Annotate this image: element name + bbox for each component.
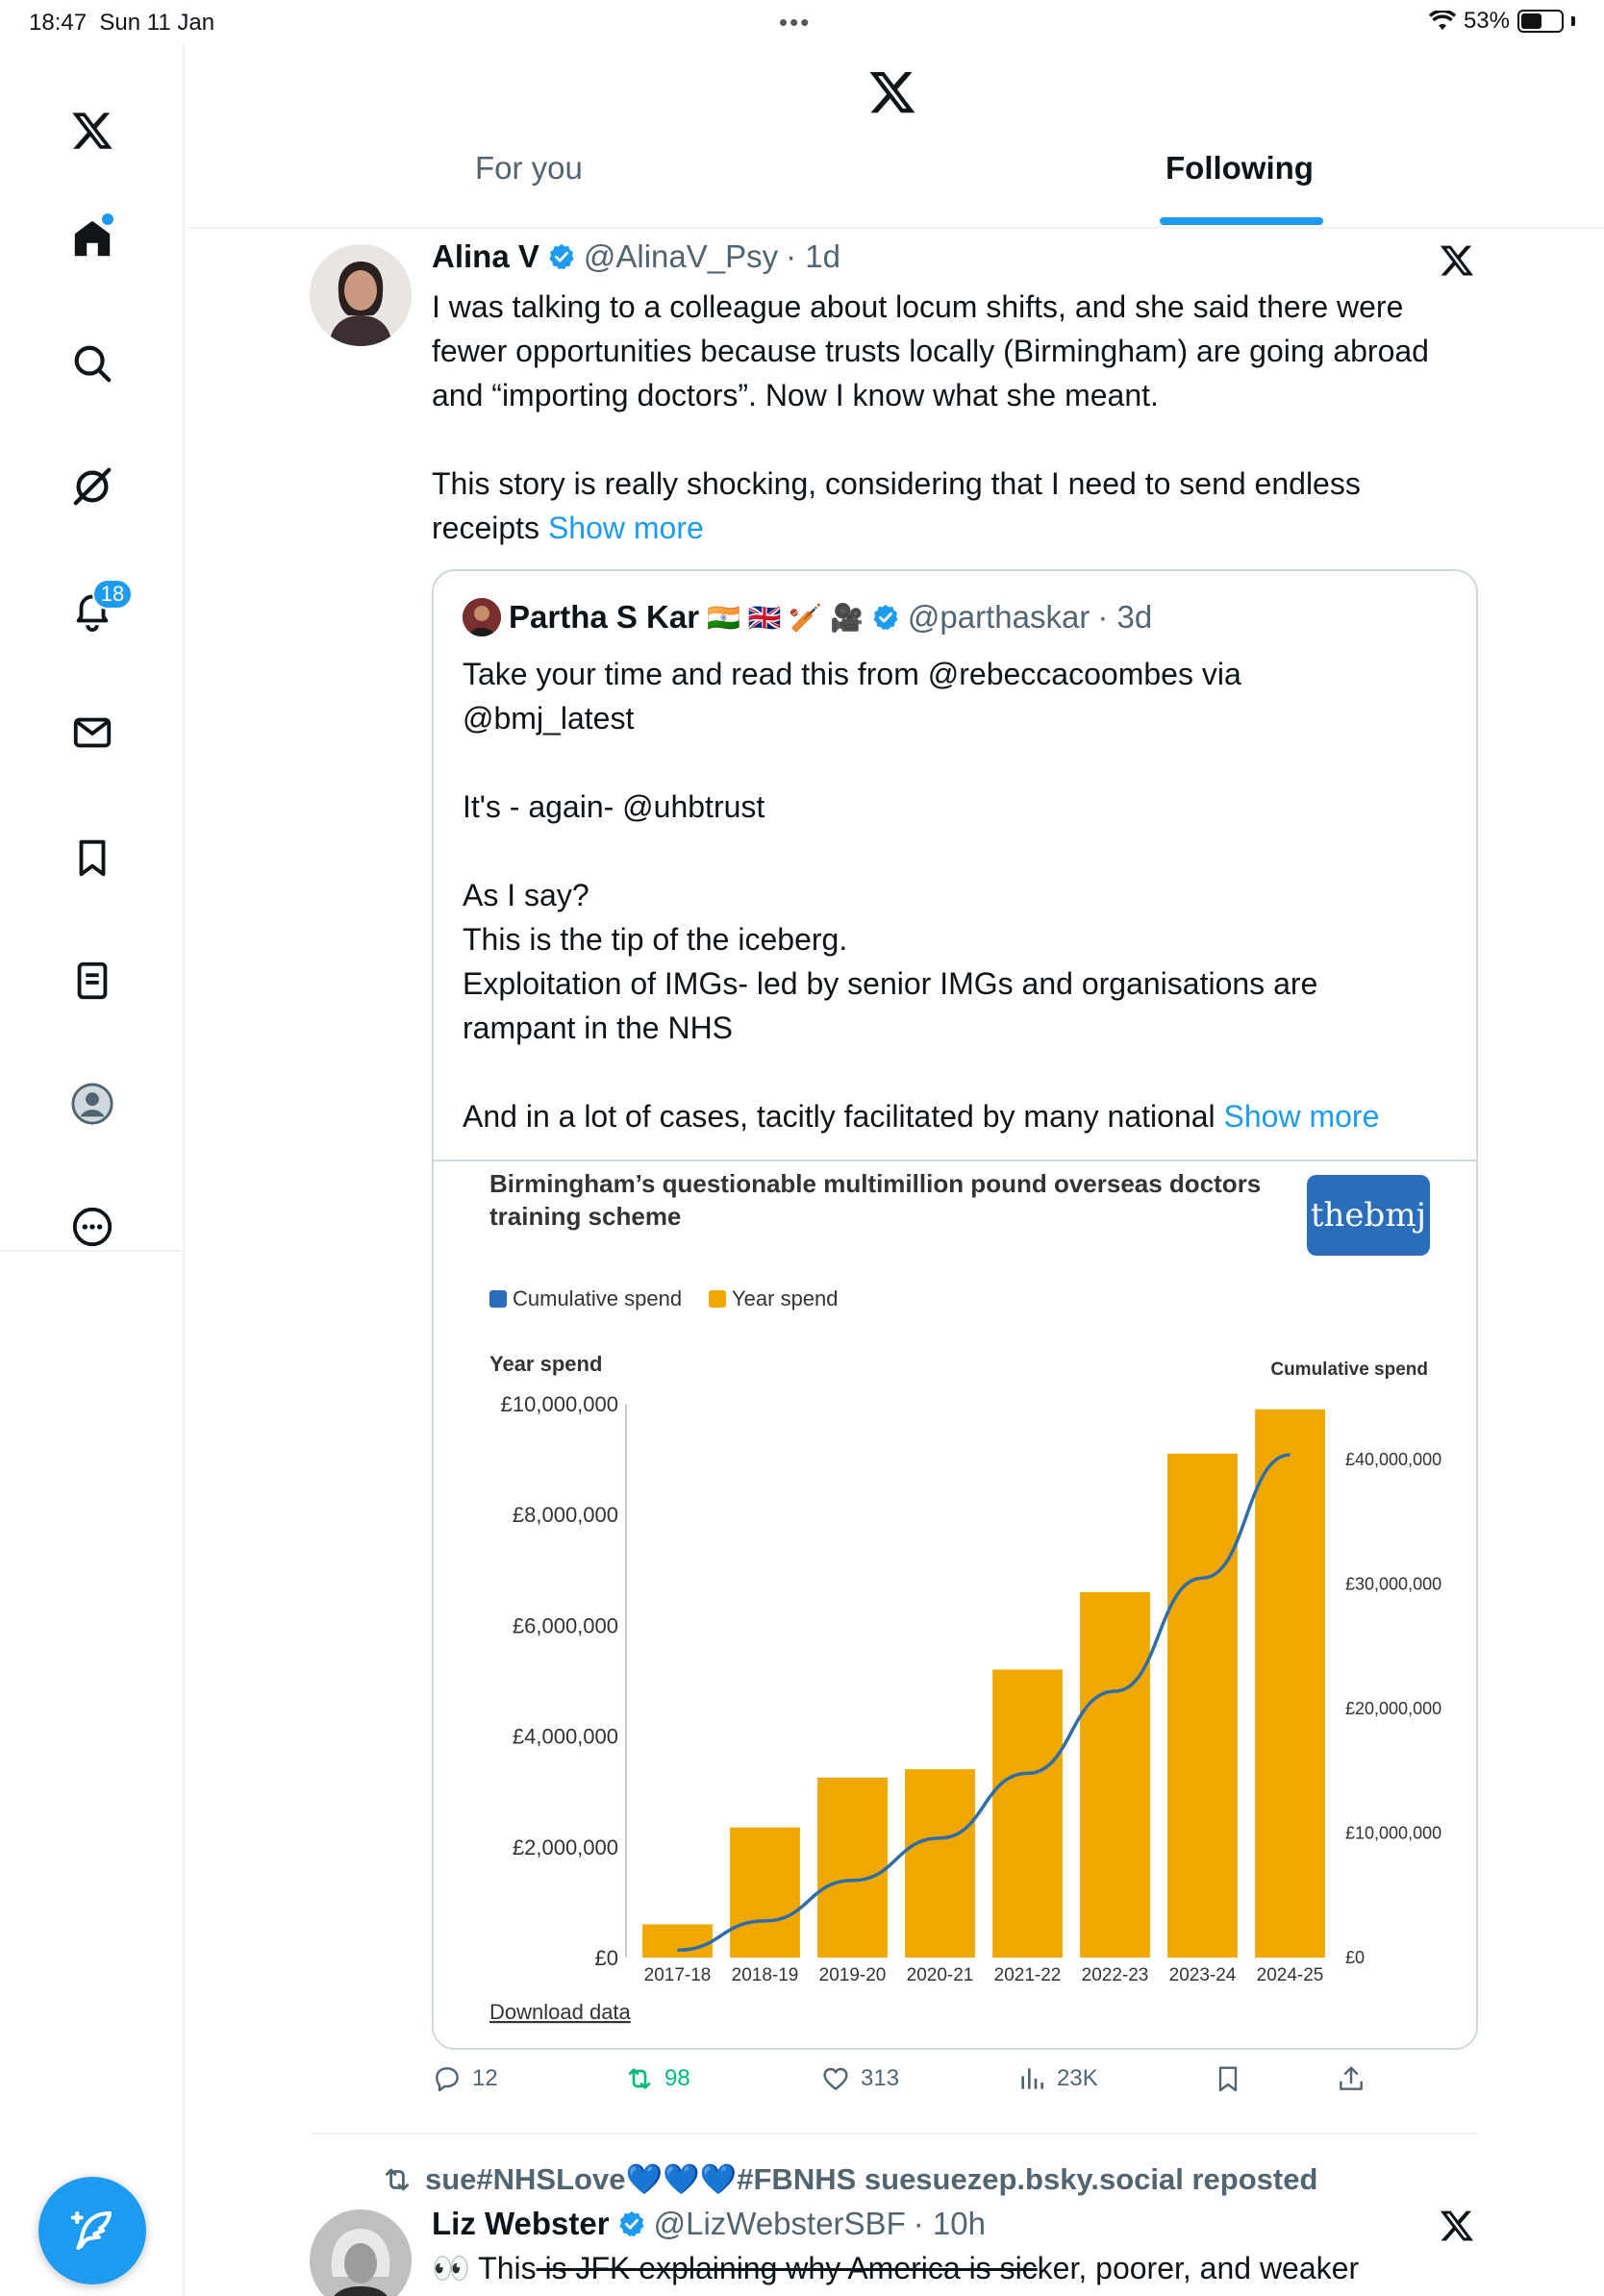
y-axis-title-right: Cumulative spend	[1270, 1360, 1428, 1380]
text-line: rampant in the NHS	[463, 1011, 734, 1045]
timeline-header	[187, 44, 1604, 229]
text-line: Exploitation of IMGs- led by senior IMGs and organisations are	[463, 966, 1318, 1001]
author-handle[interactable]: @AlinaV_Psy	[583, 238, 779, 274]
bookmark-icon	[1213, 2063, 1243, 2094]
battery-icon	[1517, 10, 1564, 33]
share-icon	[1336, 2063, 1366, 2094]
x-logo-icon[interactable]	[1439, 2208, 1475, 2244]
x-logo-icon	[70, 109, 114, 153]
text-line: As I say?	[463, 878, 589, 912]
status-time: 18:47 Sun 11 Jan	[29, 10, 215, 36]
show-more-link[interactable]: Show more	[547, 511, 704, 545]
y-tick-label-left: £10,000,000	[500, 1392, 618, 1416]
sidebar-item-home[interactable]	[54, 200, 131, 277]
x-tick-label: 2017-18	[643, 1965, 712, 1985]
avatar	[463, 598, 501, 636]
repost-icon	[381, 2163, 414, 2196]
text-line	[463, 740, 1453, 785]
bar	[817, 1778, 888, 1958]
status-bar	[0, 0, 1604, 44]
chart-svg	[434, 1161, 1478, 2050]
tweet-header	[432, 238, 840, 275]
legend-swatch-cumulative	[489, 1290, 507, 1308]
x-tick-label: 2022-23	[1081, 1965, 1149, 1985]
bookmark-icon	[70, 836, 114, 880]
y-tick-label-left: £6,000,000	[512, 1613, 618, 1638]
y-tick-label-left: £2,000,000	[512, 1834, 618, 1859]
text-line: It's - again- @uhbtrust	[463, 789, 765, 824]
tweet-time[interactable]: · 1d	[786, 238, 840, 274]
sidebar-item-grok[interactable]	[54, 448, 131, 525]
tab-for-you[interactable]: For you	[475, 150, 583, 186]
compose-button[interactable]	[38, 2177, 146, 2284]
share-button[interactable]	[1336, 2063, 1366, 2094]
text-line: Take your time and read this from @rebeccacoombes via	[463, 657, 1241, 691]
tab-following[interactable]: Following	[1165, 150, 1314, 186]
battery-percent: 53%	[1463, 8, 1510, 34]
tweet-header	[432, 2206, 986, 2242]
search-icon	[70, 341, 114, 386]
bar	[992, 1669, 1063, 1958]
author-name[interactable]: Partha S Kar	[509, 599, 700, 635]
author-handle[interactable]: @LizWebsterSBF	[653, 2206, 906, 2241]
legend-label-year: Year spend	[732, 1286, 839, 1310]
reply-icon	[432, 2063, 463, 2094]
show-more-link[interactable]: Show more	[1223, 1099, 1380, 1134]
y-tick-label-right: £20,000,000	[1345, 1699, 1442, 1719]
repost-context[interactable]	[381, 2161, 1317, 2197]
quoted-tweet-text	[463, 652, 1453, 1138]
tweet-text	[432, 285, 1470, 550]
active-tab-indicator	[1160, 217, 1323, 225]
bar	[1167, 1454, 1238, 1958]
x-logo[interactable]	[54, 92, 131, 169]
download-data-link[interactable]: Download data	[489, 2000, 631, 2024]
x-tick-label: 2021-22	[993, 1965, 1062, 1985]
grok-icon	[70, 464, 114, 509]
x-tick-label: 2019-20	[818, 1965, 887, 1985]
y-axis-title-left: Year spend	[489, 1352, 603, 1376]
repost-button[interactable]: 98	[624, 2063, 690, 2094]
avatar[interactable]	[310, 244, 412, 346]
multitasking-dots[interactable]: •••	[779, 8, 812, 37]
sidebar-separator	[0, 1250, 185, 1252]
x-tick-label: 2020-21	[906, 1965, 974, 1985]
repost-context-text: sue#NHSLove💙💙💙#FBNHS suesuezep.bsky.social reposted	[425, 2162, 1318, 2196]
legend-label-cumulative: Cumulative spend	[513, 1286, 683, 1310]
bar	[1080, 1592, 1150, 1958]
sidebar-item-notifications[interactable]	[54, 571, 131, 648]
tweet-actions	[432, 2063, 1480, 2111]
sidebar-item-more[interactable]	[54, 1188, 131, 1265]
y-tick-label-left: £8,000,000	[512, 1503, 618, 1528]
y-tick-label-left: £0	[594, 1946, 618, 1970]
author-name[interactable]: Liz Webster	[432, 2206, 610, 2241]
tweet-paragraph: I was talking to a colleague about locum shifts, and she said there were fewer opportunities because trusts locally (Birmingham) are going abroad and “importing doctors”. Now I know what she meant.	[432, 289, 1429, 412]
y-tick-label-right: £30,000,000	[1345, 1574, 1442, 1594]
quoted-tweet[interactable]	[432, 569, 1478, 2050]
quoted-tweet-header	[463, 598, 1152, 636]
more-icon	[70, 1205, 114, 1249]
profile-avatar-icon	[70, 1082, 114, 1126]
x-logo-icon[interactable]	[867, 67, 917, 117]
y-tick-label-right: £40,000,000	[1345, 1450, 1442, 1470]
avatar-photo	[310, 2209, 412, 2296]
x-tick-label: 2024-25	[1256, 1965, 1324, 1985]
author-handle[interactable]: @parthaskar	[907, 599, 1090, 635]
verified-badge-icon	[617, 2209, 646, 2238]
bar	[905, 1769, 975, 1958]
y-tick-label-right: £10,000,000	[1345, 1823, 1442, 1843]
reply-button[interactable]: 12	[432, 2063, 498, 2094]
heart-icon	[820, 2063, 851, 2094]
bar	[642, 1924, 713, 1958]
verified-badge-icon	[871, 603, 900, 632]
text-line: And in a lot of cases, tacitly facilitated by many national Show more	[463, 1099, 1380, 1134]
text-line: @bmj_latest	[463, 701, 635, 736]
chart-title: Birmingham’s questionable multimillion pound overseas doctors	[489, 1169, 1262, 1198]
text-line	[463, 1050, 1453, 1094]
repost-icon	[624, 2063, 655, 2094]
bmj-logo: thebmj	[1307, 1175, 1430, 1256]
notification-badge: 18	[92, 579, 133, 610]
chart-image[interactable]	[434, 1160, 1478, 2050]
bar	[1255, 1410, 1325, 1958]
lists-icon	[70, 959, 114, 1003]
like-button[interactable]: 313	[820, 2063, 899, 2094]
avatar[interactable]	[310, 2209, 412, 2296]
sidebar-item-search[interactable]	[54, 325, 131, 402]
y-tick-label-left: £4,000,000	[512, 1724, 618, 1749]
mail-icon	[70, 711, 114, 755]
compose-feather-icon	[66, 2205, 118, 2257]
x-tick-label: 2023-24	[1168, 1965, 1237, 1985]
text-line: This is the tip of the iceberg.	[463, 922, 848, 957]
tweet-divider	[310, 2133, 1477, 2134]
tweet-text: 👀 This is JFK explaining why America is sicker, poorer, and weaker	[432, 2251, 1360, 2285]
avatar-photo	[310, 244, 412, 346]
wifi-icon	[1429, 11, 1456, 32]
x-tick-label: 2018-19	[731, 1965, 799, 1985]
views-button[interactable]: 23K	[1016, 2063, 1098, 2094]
bar	[730, 1828, 800, 1958]
views-icon	[1016, 2063, 1047, 2094]
tweet-time[interactable]: · 3d	[1097, 599, 1153, 635]
sidebar-item-messages[interactable]	[54, 694, 131, 771]
tweet-time[interactable]: · 10h	[913, 2206, 986, 2241]
chart-title: training scheme	[489, 1202, 682, 1231]
bookmark-button[interactable]	[1213, 2063, 1243, 2094]
sidebar-item-lists[interactable]	[54, 942, 131, 1019]
sidebar	[0, 44, 185, 2296]
x-logo-icon[interactable]	[1439, 242, 1475, 279]
sidebar-item-bookmarks[interactable]	[54, 819, 131, 896]
tweet-paragraph: This story is really shocking, considering that I need to send endless receipts Show more	[432, 466, 1361, 545]
legend-swatch-year	[709, 1290, 726, 1308]
home-unread-dot	[102, 213, 113, 225]
author-name[interactable]: Alina V	[432, 238, 539, 274]
verified-badge-icon	[547, 242, 576, 271]
author-flags: 🇮🇳 🇬🇧 🏏 🎥	[707, 602, 864, 633]
text-line	[463, 829, 1453, 873]
status-right	[1429, 8, 1575, 35]
sidebar-item-profile[interactable]	[54, 1065, 131, 1142]
y-tick-label-right: £0	[1345, 1948, 1366, 1967]
